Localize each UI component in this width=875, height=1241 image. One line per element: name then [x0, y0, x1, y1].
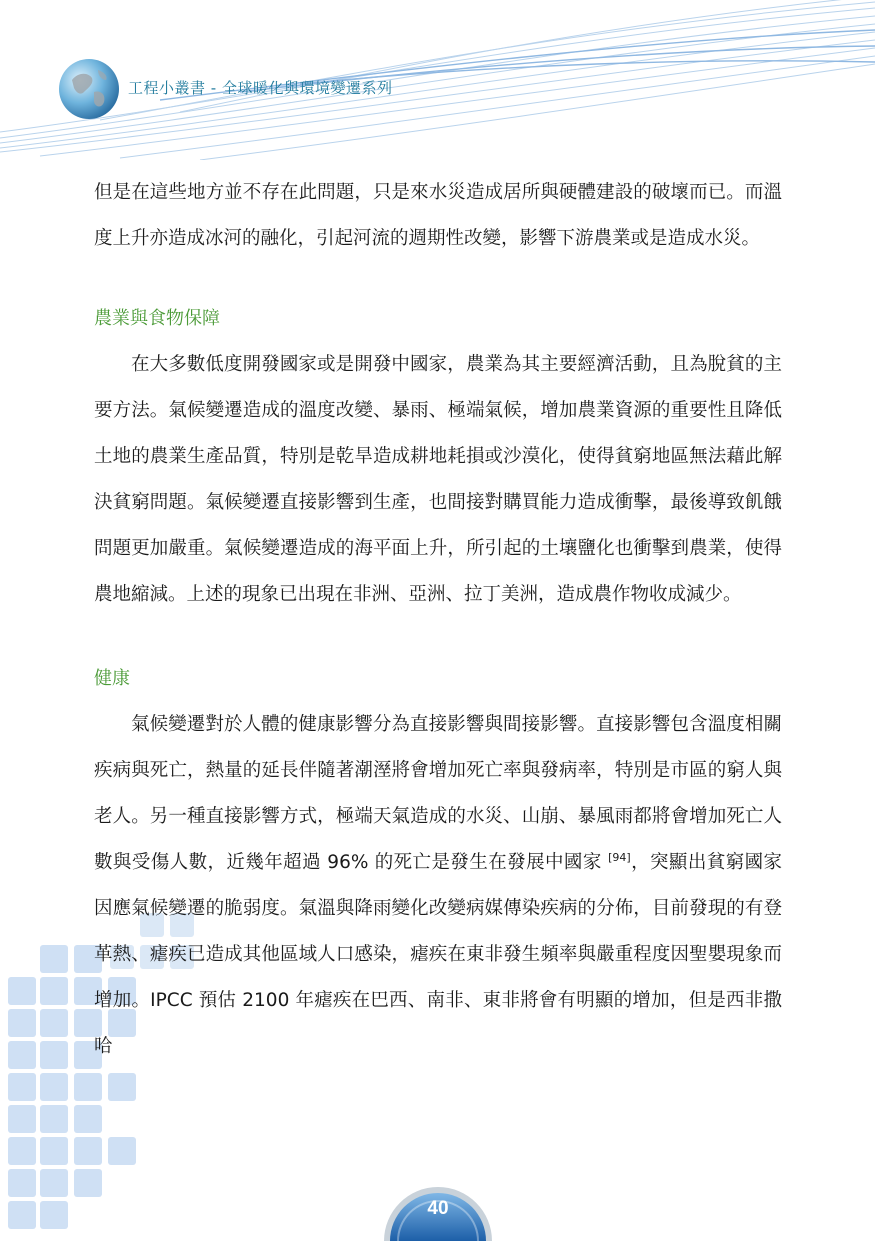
health-paragraph [94, 702, 782, 1070]
reference-94: [94] [608, 850, 631, 864]
agriculture-paragraph: 在大多數低度開發國家或是開發中國家，農業為其主要經濟活動，且為脫貧的主要方法。氣候變遷造成的溫度改變、暴雨、極端氣候，增加農業資源的重要性且降低土地的農業生產品質，特別是乾旱造成耕地耗損或沙漠化，使得貧窮地區無法藉此解決貧窮問題。氣候變遷直接影響到生產，也間接對購買能力造成衝擊，最後導致飢餓問題更加嚴重。氣候變遷造成的海平面上升，所引起的土壤鹽化也衝擊到農業，使得農地縮減。上述的現象已出現在非洲、亞洲、拉丁美洲，造成農作物收成減少。 [94, 354, 782, 605]
header-title: 工程小叢書 - 全球暖化與環境變遷系列 [128, 79, 393, 97]
health-text-part-1: 氣候變遷對於人體的健康影響分為直接影響與間接影響。直接影響包含溫度相關疾病與死亡，熱量的延長伴隨著潮溼將會增加死亡率與發病率，特別是市區的窮人與老人。另一種直接影響方式，極端天氣造成的水災、山崩、暴風雨都將會增加死亡人數與受傷人數，近幾年超過 96% 的死亡是發生在發展中國家 [94, 714, 782, 873]
health-text-part-2: ，突顯出貧窮國家因應氣候變遷的脆弱度。氣溫與降雨變化改變病媒傳染疾病的分佈，目前發現的有登革熱、瘧疾已造成其他區域人口感染，瘧疾在東非發生頻率與嚴重程度因聖嬰現象而增加。IPCC 預估 2100 年瘧疾在巴西、南非、東非將會有明顯的增加，但是西非撒哈 [94, 852, 782, 1057]
agriculture-heading: 農業與食物保障 [94, 308, 220, 329]
globe-icon [58, 58, 120, 120]
main-content [94, 170, 782, 1070]
intro-paragraph: 但是在這些地方並不存在此問題，只是來水災造成居所與硬體建設的破壞而已。而溫度上升亦造成冰河的融化，引起河流的週期性改變，影響下游農業或是造成水災。 [94, 182, 782, 249]
page-number: 40 [427, 1198, 449, 1219]
health-heading: 健康 [94, 668, 130, 689]
